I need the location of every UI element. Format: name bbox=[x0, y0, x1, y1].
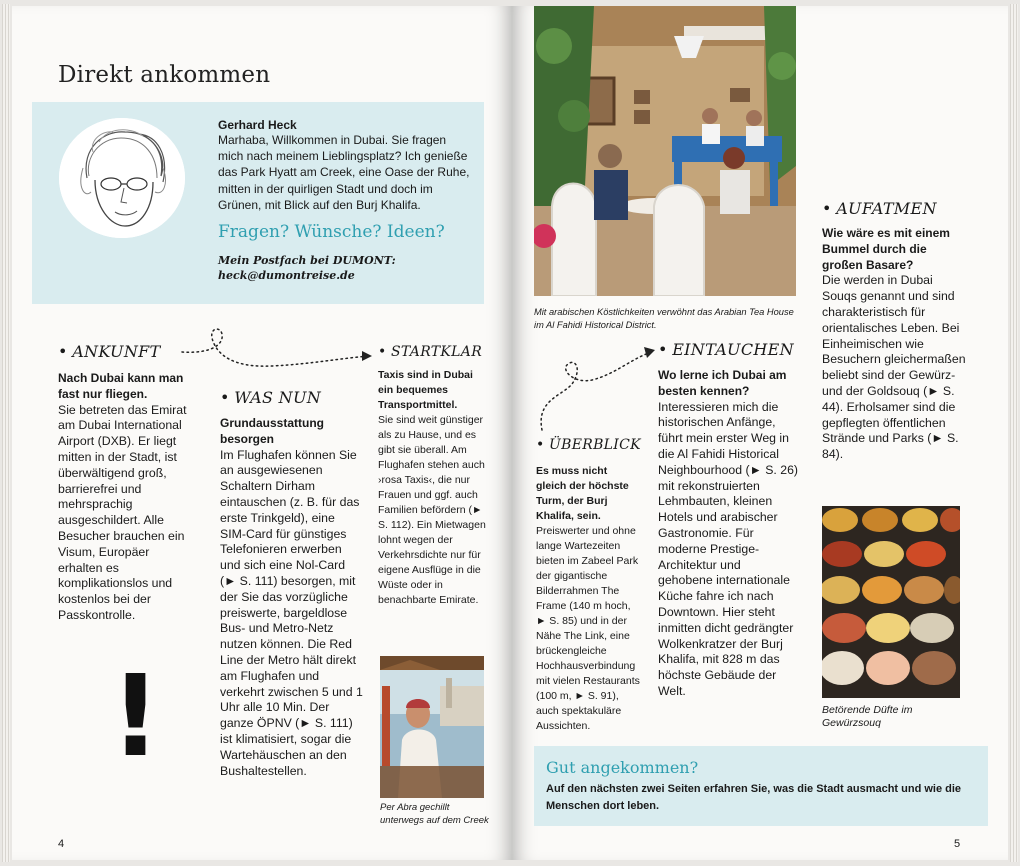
eintauchen-lead: Wo lerne ich Dubai am besten kennen? bbox=[658, 368, 787, 398]
page-title: Direkt ankommen bbox=[58, 62, 271, 88]
ankunft-body: Sie betreten das Emirat am Dubai International Airport (DXB). Er liegt mitten in der Stadt, ist überwältigend groß, barrierefrei und mehrsprachig ausgeschildert. Alle Besucher brauchen ein Visum, Europäer erhalten es komplikationslos und kostenlos bei der Passkontrolle. bbox=[58, 402, 187, 622]
author-name: Gerhard Heck bbox=[218, 118, 297, 132]
ueberblick-body: Preiswerter und ohne lange Wartezeiten bieten im Zabeel Park der gigantische Bilderrahmen The Frame (140 m hoch, ► S. 85) und in der Nähe The Link, eine brückengleiche Hochhausverbindung mit vielen Restaurants (100 m, ► S. 91), auch spektakuläre Aussichten. bbox=[536, 525, 640, 732]
ueberblick-lead: Es muss nicht gleich der höchste Turm, der Burj Khalifa, sein. bbox=[536, 465, 629, 522]
section-ueberblick bbox=[536, 464, 640, 734]
portrait-sketch-icon bbox=[59, 118, 185, 238]
bullet: • bbox=[378, 344, 387, 360]
dotted-arrow-icon bbox=[532, 340, 662, 436]
right-page bbox=[512, 6, 1008, 860]
section-ankunft-heading bbox=[58, 342, 161, 362]
author-intro: Marhaba, Willkommen in Dubai. Sie fragen mich nach meinem Lieblingsplatz? Ich genieße das Park Hyatt am Creek, eine Oase der Ruhe, mitten in der quirligen Stadt und doch im Grünen, mit Blick auf den Burj Khalifa. bbox=[218, 133, 470, 212]
bullet: • bbox=[822, 199, 832, 218]
was-nun-lead: Grundausstattung besorgen bbox=[220, 416, 324, 446]
heading-ankunft: ANKUNFT bbox=[72, 342, 161, 361]
section-was-nun-heading bbox=[220, 388, 321, 408]
heading-aufatmen: AUFATMEN bbox=[836, 199, 937, 218]
caption-spice: Betörende Düfte im Gewürzsouq bbox=[822, 704, 913, 729]
caption-teahouse: Mit arabischen Köstlichkeiten verwöhnt das Arabian Tea House im Al Fahidi Historical District. bbox=[534, 307, 794, 330]
ankunft-lead: Nach Dubai kann man fast nur fliegen. bbox=[58, 371, 184, 401]
section-startklar bbox=[378, 368, 488, 608]
section-eintauchen bbox=[658, 368, 798, 700]
author-portrait bbox=[59, 118, 185, 238]
info-box-title: Gut angekommen? bbox=[546, 758, 699, 777]
heading-ueberblick: ÜBERBLICK bbox=[549, 437, 641, 453]
left-page-edges bbox=[2, 4, 10, 862]
author-postbox bbox=[218, 253, 468, 283]
postbox-label: Mein Postfach bei DUMONT: bbox=[218, 254, 396, 267]
abra-photo-icon bbox=[380, 656, 484, 798]
bullet: • bbox=[536, 437, 545, 453]
aufatmen-lead: Wie wäre es mit einem Bummel durch die großen Basare? bbox=[822, 226, 950, 272]
page-number-right: 5 bbox=[954, 838, 961, 850]
startklar-lead: Taxis sind in Dubai ein bequemes Transportmittel. bbox=[378, 369, 473, 411]
eintauchen-body: Interessieren mich die historischen Anfänge, führt mein erster Weg in die Al Fahidi Historical Neighbourhood (► S. 26) mit rekonstruierten Lehmbauten, kleinen Hotels und arabischer Gastronomie. Für moderne Prestige-Architektur und gehobene internationale Küche fahre ich nach Downtown. Hier steht inmitten dicht gedrängter Wolkenkratzer der Burj Khalifa, mit 828 m das höchste Gebäude der Welt. bbox=[658, 399, 799, 698]
info-box-text: Auf den nächsten zwei Seiten erfahren Sie, was die Stadt ausmacht und wie die Menschen dort leben. bbox=[546, 783, 962, 812]
aufatmen-body: Die werden in Dubai Souqs genannt und sind charakteristisch für orientalisches Leben. Bei Einheimischen wie Besuchern gleichermaßen beliebt sind der Gewürz- und der Goldsouq (► S. 44). Erholsamer sind die gepflegten öffentlichen Strände und Parks (► S. 84). bbox=[822, 273, 966, 462]
heading-eintauchen: EINTAUCHEN bbox=[672, 340, 794, 359]
exclamation-mark: ! bbox=[110, 652, 162, 782]
was-nun-body: Im Flughafen können Sie an ausgewiesenen Schaltern Dirham eintauschen (z. B. für das erste Trinkgeld), eine SIM-Card für günstiges Telefonieren erwerben und sich eine Nol-Card (► S. 111) besorgen, mit der Sie das vorzügliche preiswerte, bargeldlose Bus- und Metro-Netz nutzen können. Die Red Line der Metro hält direkt am Flughafen und verkehrt zwischen 5 und 1 Uhr alle 10 Min. Der ganze ÖPNV (► S. 111) ist klimatisiert, sogar die Wartehäuschen an den Bushaltestellen. bbox=[220, 447, 363, 778]
heading-was-nun: WAS NUN bbox=[234, 388, 322, 407]
bullet: • bbox=[220, 388, 230, 407]
spice-photo-icon bbox=[822, 506, 960, 698]
right-page-edges bbox=[1010, 4, 1018, 862]
section-was-nun bbox=[220, 416, 363, 779]
bullet: • bbox=[58, 342, 68, 361]
startklar-body: Sie sind weit günstiger als zu Hause, und es gibt sie überall. Am Flughafen stehen auch ›rosa Taxis‹, die nur Frauen und ggf. auch Familien befördern (► S. 112). Ein Mietwagen lohnt wegen der Verkehrsdichte nur für eigene Ausflüge in die Wüste oder in benachbarte Emirate. bbox=[378, 414, 486, 606]
section-aufatmen bbox=[822, 226, 968, 463]
bullet: • bbox=[658, 340, 668, 359]
left-page bbox=[12, 6, 512, 860]
teahouse-photo-icon bbox=[534, 6, 796, 296]
photo-spice-souq bbox=[822, 506, 960, 698]
section-startklar-heading bbox=[378, 343, 482, 361]
page-number-left: 4 bbox=[58, 838, 65, 850]
photo-teahouse bbox=[534, 6, 796, 296]
section-ankunft bbox=[58, 371, 196, 624]
heading-startklar: STARTKLAR bbox=[391, 344, 483, 360]
section-ueberblick-heading bbox=[536, 436, 641, 454]
author-question: Fragen? Wünsche? Ideen? bbox=[218, 222, 445, 242]
section-aufatmen-heading bbox=[822, 199, 937, 219]
dotted-arrow-icon bbox=[172, 324, 382, 384]
postbox-email[interactable]: heck@dumontreise.de bbox=[218, 269, 355, 282]
caption-abra: Per Abra gechillt unterwegs auf dem Creek bbox=[380, 802, 489, 826]
section-eintauchen-heading bbox=[658, 340, 794, 360]
photo-abra bbox=[380, 656, 484, 798]
